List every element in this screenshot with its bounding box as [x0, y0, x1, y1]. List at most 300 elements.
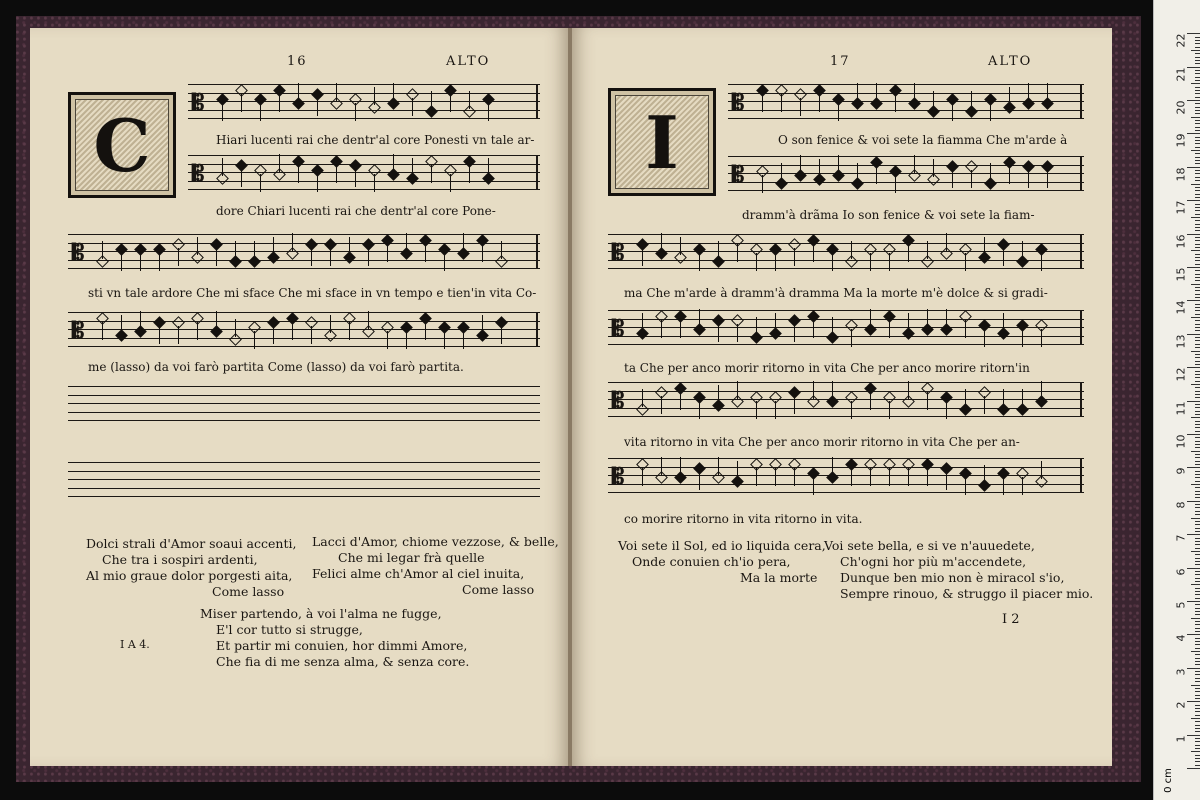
note-stem — [273, 237, 274, 255]
note-stem — [851, 329, 852, 347]
ruler-label: 17 — [1174, 200, 1188, 215]
note-stem — [317, 98, 318, 116]
verse-stanza-1 — [86, 536, 296, 600]
ruler-tick — [1195, 47, 1200, 48]
note-stem — [374, 87, 375, 105]
note-stem — [781, 94, 782, 112]
note-stem — [775, 313, 776, 331]
ruler-tick — [1195, 591, 1200, 592]
music-staff-4 — [608, 310, 1084, 350]
ruler-tick — [1187, 67, 1200, 68]
ruler-tick — [1195, 441, 1200, 442]
ruler-tick — [1195, 340, 1200, 341]
ruler-tick — [1195, 705, 1200, 706]
staff-line — [68, 386, 540, 387]
note-stem — [933, 91, 934, 109]
ruler-tick — [1195, 190, 1200, 191]
clef-symbol: 𝄡 — [612, 388, 625, 414]
ruler-tick — [1195, 364, 1200, 365]
note-stem — [965, 253, 966, 271]
ruler-tick — [1195, 294, 1200, 295]
decorated-initial — [608, 88, 716, 196]
clef-symbol: 𝄡 — [192, 90, 205, 116]
note-stem — [501, 326, 502, 344]
ruler-tick — [1195, 381, 1200, 382]
ruler-tick — [1195, 725, 1200, 726]
note-stem — [444, 253, 445, 271]
ruler-tick — [1187, 300, 1200, 301]
voice-label: ALTO — [446, 54, 491, 69]
ruler-tick — [1187, 634, 1200, 635]
ruler-tick — [1191, 584, 1200, 585]
ruler-tick — [1195, 487, 1200, 488]
bar-line — [1080, 310, 1082, 344]
ruler-tick — [1195, 371, 1200, 372]
note-stem — [393, 154, 394, 172]
ruler-tick — [1195, 87, 1200, 88]
lyric-line-2: dramm'à drãma Io son fenice & voi sete la fiam- — [742, 208, 1035, 222]
note-stem — [412, 98, 413, 116]
ruler-tick — [1195, 644, 1200, 645]
staff-line — [68, 395, 540, 396]
note-stem — [756, 401, 757, 419]
ruler-tick — [1195, 137, 1200, 138]
note-stem — [159, 326, 160, 344]
note-stem — [971, 91, 972, 109]
ruler-tick — [1195, 504, 1200, 505]
ruler-tick — [1195, 671, 1200, 672]
music-staff-3 — [608, 234, 1084, 274]
ruler-tick — [1195, 561, 1200, 562]
ruler-tick — [1187, 601, 1200, 602]
clef-symbol: 𝄡 — [612, 464, 625, 490]
ruler-tick — [1195, 290, 1200, 291]
note-stem — [222, 103, 223, 121]
ruler-tick — [1195, 310, 1200, 311]
bar-line — [536, 84, 538, 118]
ruler-tick — [1195, 731, 1200, 732]
ruler-tick — [1195, 571, 1200, 572]
note-stem — [393, 83, 394, 101]
ruler-tick — [1195, 220, 1200, 221]
note-stem — [832, 381, 833, 399]
note-stem — [813, 320, 814, 338]
ruler-tick — [1195, 63, 1200, 64]
note-stem — [737, 381, 738, 399]
ruler-tick — [1195, 674, 1200, 675]
ruler-tick — [1195, 43, 1200, 44]
ruler-tick — [1195, 320, 1200, 321]
note-stem — [450, 174, 451, 192]
note-stem — [298, 165, 299, 183]
verse-line: Sempre rinouo, & struggo il piacer mio. — [840, 586, 1094, 601]
ruler-tick — [1187, 434, 1200, 435]
note-stem — [1022, 389, 1023, 407]
ruler-tick — [1195, 157, 1200, 158]
verse-line: Come lasso — [462, 582, 535, 597]
ruler-tick — [1187, 334, 1200, 335]
note-stem — [1041, 253, 1042, 271]
note-stem — [216, 311, 217, 329]
note-stem — [895, 94, 896, 112]
ruler-tick — [1195, 641, 1200, 642]
ruler-label: 19 — [1174, 133, 1188, 148]
ruler-tick — [1195, 147, 1200, 148]
note-stem — [1003, 389, 1004, 407]
ruler-label: 20 — [1174, 100, 1188, 115]
ruler-tick — [1195, 648, 1200, 649]
note-stem — [832, 457, 833, 475]
ruler-tick — [1195, 264, 1200, 265]
note-stem — [756, 317, 757, 335]
note-stem — [178, 326, 179, 344]
note-stem — [102, 322, 103, 340]
staff-line — [68, 412, 540, 413]
note-stem — [680, 457, 681, 475]
note-stem — [851, 401, 852, 419]
ruler-tick — [1195, 548, 1200, 549]
ruler-tick — [1195, 257, 1200, 258]
note-stem — [914, 155, 915, 173]
ruler-tick — [1195, 604, 1200, 605]
note-stem — [197, 322, 198, 340]
note-stem — [482, 244, 483, 262]
music-staff-5 — [608, 382, 1084, 422]
staff-line — [608, 344, 1084, 345]
note-stem — [292, 233, 293, 251]
ruler-tick — [1195, 127, 1200, 128]
ruler-label: 11 — [1174, 401, 1188, 416]
note-stem — [857, 83, 858, 101]
voice-label: ALTO — [988, 54, 1033, 69]
note-stem — [444, 331, 445, 349]
ruler-tick — [1195, 594, 1200, 595]
ruler-tick — [1195, 688, 1200, 689]
note-stem — [336, 83, 337, 101]
note-stem — [718, 324, 719, 342]
ruler-tick — [1195, 444, 1200, 445]
note-stem — [1028, 83, 1029, 101]
ruler-label: 4 — [1174, 634, 1188, 642]
ruler-tick — [1195, 738, 1200, 739]
ruler-tick — [1195, 237, 1200, 238]
ruler-label: 1 — [1174, 735, 1188, 743]
ruler-tick — [1187, 401, 1200, 402]
note-stem — [832, 317, 833, 335]
ruler-tick — [1195, 437, 1200, 438]
ruler-tick — [1195, 474, 1200, 475]
ruler-tick — [1195, 277, 1200, 278]
note-stem — [661, 233, 662, 251]
verse-line: Che mi legar frà quelle — [338, 550, 485, 565]
note-stem — [699, 401, 700, 419]
ruler-tick — [1195, 728, 1200, 729]
note-stem — [254, 331, 255, 349]
note-stem — [965, 389, 966, 407]
ruler-tick — [1195, 307, 1200, 308]
ruler-tick — [1195, 745, 1200, 746]
ruler-tick — [1195, 614, 1200, 615]
note-stem — [971, 170, 972, 188]
ruler-tick — [1195, 90, 1200, 91]
ruler-label: 14 — [1174, 300, 1188, 315]
ruler-tick — [1195, 287, 1200, 288]
ruler-tick — [1187, 668, 1200, 669]
ruler-tick — [1195, 528, 1200, 529]
note-stem — [1041, 329, 1042, 347]
ruler-tick — [1195, 354, 1200, 355]
note-stem — [222, 158, 223, 176]
ruler-tick — [1195, 207, 1200, 208]
ruler-tick — [1195, 357, 1200, 358]
clef-symbol: 𝄡 — [192, 161, 205, 187]
ruler-tick — [1195, 180, 1200, 181]
ruler-tick — [1195, 464, 1200, 465]
staff-line — [608, 234, 1084, 235]
ruler-tick — [1195, 304, 1200, 305]
ruler-tick — [1195, 173, 1200, 174]
ruler-tick — [1195, 214, 1200, 215]
note-stem — [984, 237, 985, 255]
ruler-label: 2 — [1174, 701, 1188, 709]
ruler-tick — [1195, 160, 1200, 161]
note-stem — [279, 154, 280, 172]
music-staff-4 — [68, 312, 540, 352]
note-stem — [851, 241, 852, 259]
note-stem — [140, 253, 141, 271]
note-stem — [838, 155, 839, 173]
note-stem — [857, 163, 858, 181]
staff-line — [608, 416, 1084, 417]
note-stem — [699, 309, 700, 327]
note-stem — [661, 320, 662, 338]
ruler-tick — [1195, 741, 1200, 742]
note-stem — [431, 165, 432, 183]
ruler-tick — [1195, 297, 1200, 298]
ruler-tick — [1195, 330, 1200, 331]
ruler-tick — [1195, 654, 1200, 655]
ruler-label: 3 — [1174, 668, 1188, 676]
note-stem — [813, 244, 814, 262]
note-stem — [775, 468, 776, 486]
ruler-tick — [1195, 497, 1200, 498]
note-stem — [933, 159, 934, 177]
note-stem — [800, 155, 801, 173]
ruler-tick — [1195, 204, 1200, 205]
ruler-unit: 0 cm — [1162, 768, 1174, 793]
ruler-tick — [1195, 227, 1200, 228]
ruler-tick — [1195, 624, 1200, 625]
right-page — [572, 28, 1112, 766]
verse-line: Ma la morte — [740, 570, 818, 585]
note-stem — [889, 468, 890, 486]
ruler-tick — [1191, 651, 1200, 652]
ruler-tick — [1195, 394, 1200, 395]
ruler-tick — [1195, 748, 1200, 749]
ruler-tick — [1195, 695, 1200, 696]
note-stem — [718, 385, 719, 403]
note-stem — [737, 461, 738, 479]
note-stem — [699, 253, 700, 271]
note-stem — [387, 244, 388, 262]
note-stem — [102, 241, 103, 259]
ruler-tick — [1191, 417, 1200, 418]
ruler-tick — [1191, 685, 1200, 686]
verse-line: Onde conuien ch'io pera, — [632, 554, 791, 569]
note-stem — [1047, 170, 1048, 188]
ruler-tick — [1187, 234, 1200, 235]
ruler-tick — [1195, 481, 1200, 482]
verse-line: Voi sete il Sol, ed io liquida cera, — [618, 538, 826, 553]
ruler-tick — [1195, 581, 1200, 582]
ruler-tick — [1195, 247, 1200, 248]
note-stem — [870, 309, 871, 327]
note-stem — [813, 477, 814, 495]
ruler-tick — [1195, 40, 1200, 41]
bar-line — [536, 155, 538, 189]
note-stem — [642, 389, 643, 407]
note-stem — [952, 103, 953, 121]
ruler-tick — [1195, 120, 1200, 121]
ruler-tick — [1187, 267, 1200, 268]
ruler-tick — [1195, 347, 1200, 348]
empty-staff-2 — [68, 462, 540, 502]
ruler-tick — [1195, 103, 1200, 104]
verse-line: Che fia di me senza alma, & senza core. — [216, 654, 470, 669]
staff-line — [728, 190, 1084, 191]
signature-mark: I 2 — [1002, 612, 1020, 627]
staff-line — [188, 155, 540, 156]
note-stem — [463, 233, 464, 251]
ruler-tick — [1195, 554, 1200, 555]
ruler-tick — [1195, 447, 1200, 448]
ruler-tick — [1195, 544, 1200, 545]
note-stem — [946, 233, 947, 251]
verse-stanza-2 — [312, 534, 559, 598]
note-stem — [927, 309, 928, 327]
ruler-tick — [1195, 761, 1200, 762]
bar-line — [1080, 156, 1082, 190]
note-stem — [197, 237, 198, 255]
note-stem — [1047, 83, 1048, 101]
note-stem — [642, 248, 643, 266]
note-stem — [330, 248, 331, 266]
note-stem — [254, 241, 255, 259]
ruler-tick — [1195, 457, 1200, 458]
ruler-tick — [1195, 678, 1200, 679]
ruler-tick — [1195, 507, 1200, 508]
ruler-tick — [1195, 80, 1200, 81]
lyric-line-6: co morire ritorno in vita ritorno in vita. — [624, 512, 863, 526]
ruler-tick — [1191, 718, 1200, 719]
note-stem — [946, 472, 947, 490]
ruler-tick — [1195, 698, 1200, 699]
note-stem — [1022, 477, 1023, 495]
ruler-tick — [1187, 100, 1200, 101]
note-stem — [260, 103, 261, 121]
ruler-tick — [1191, 551, 1200, 552]
note-stem — [876, 83, 877, 101]
note-stem — [889, 253, 890, 271]
ruler-tick — [1187, 501, 1200, 502]
ruler-tick — [1195, 361, 1200, 362]
note-stem — [1041, 381, 1042, 399]
note-stem — [178, 248, 179, 266]
staff-line — [68, 496, 540, 497]
note-stem — [317, 174, 318, 192]
ruler-tick — [1195, 170, 1200, 171]
note-stem — [273, 326, 274, 344]
bar-line — [536, 234, 538, 268]
ruler-tick — [1195, 574, 1200, 575]
ruler-tick — [1195, 210, 1200, 211]
ruler-tick — [1187, 467, 1200, 468]
ruler-tick — [1195, 314, 1200, 315]
lyric-line-3: ma Che m'arde à dramm'à dramma Ma la morte m'è dolce & si gradi- — [624, 286, 1048, 300]
verse-line: Et partir mi conuien, hor dimmi Amore, — [216, 638, 468, 653]
ruler-tick — [1191, 50, 1200, 51]
ruler-tick — [1195, 411, 1200, 412]
ruler-tick — [1195, 638, 1200, 639]
ruler-tick — [1195, 421, 1200, 422]
ruler-tick — [1195, 327, 1200, 328]
ruler-tick — [1187, 133, 1200, 134]
ruler-label: 21 — [1174, 67, 1188, 82]
ruler-tick — [1191, 184, 1200, 185]
decorated-initial — [68, 92, 176, 198]
ruler-label: 13 — [1174, 334, 1188, 349]
note-stem — [737, 244, 738, 262]
staff-line — [728, 118, 1084, 119]
lyric-line-5: vita ritorno in vita Che per anco morir ritorno in vita Che per an- — [624, 435, 1020, 449]
ruler-tick — [1195, 431, 1200, 432]
ruler-label: 22 — [1174, 33, 1188, 48]
note-stem — [140, 311, 141, 329]
note-stem — [349, 322, 350, 340]
note-stem — [876, 166, 877, 184]
ruler-tick — [1195, 765, 1200, 766]
ruler-tick — [1195, 230, 1200, 231]
ruler-tick — [1195, 721, 1200, 722]
verse-stanza-1 — [618, 538, 826, 586]
note-stem — [482, 315, 483, 333]
ruler-tick — [1195, 661, 1200, 662]
note-stem — [794, 324, 795, 342]
ruler-tick — [1195, 391, 1200, 392]
note-stem — [927, 241, 928, 259]
ruler-tick — [1191, 451, 1200, 452]
note-stem — [984, 396, 985, 414]
note-stem — [1003, 248, 1004, 266]
note-stem — [374, 174, 375, 192]
ruler-tick — [1195, 404, 1200, 405]
ruler-tick — [1195, 427, 1200, 428]
ruler-tick — [1195, 163, 1200, 164]
staff-line — [68, 488, 540, 489]
ruler-tick — [1191, 150, 1200, 151]
ruler-tick — [1195, 57, 1200, 58]
ruler-tick — [1195, 93, 1200, 94]
ruler-tick — [1195, 194, 1200, 195]
note-stem — [838, 103, 839, 121]
note-stem — [775, 253, 776, 271]
ruler-tick — [1195, 664, 1200, 665]
verse-line: Che tra i sospiri ardenti, — [102, 552, 258, 567]
note-stem — [368, 248, 369, 266]
note-stem — [121, 315, 122, 333]
lyric-line-1: Hiari lucenti rai che dentr'al core Ponesti vn tale ar- — [216, 133, 535, 147]
ruler-tick — [1195, 681, 1200, 682]
